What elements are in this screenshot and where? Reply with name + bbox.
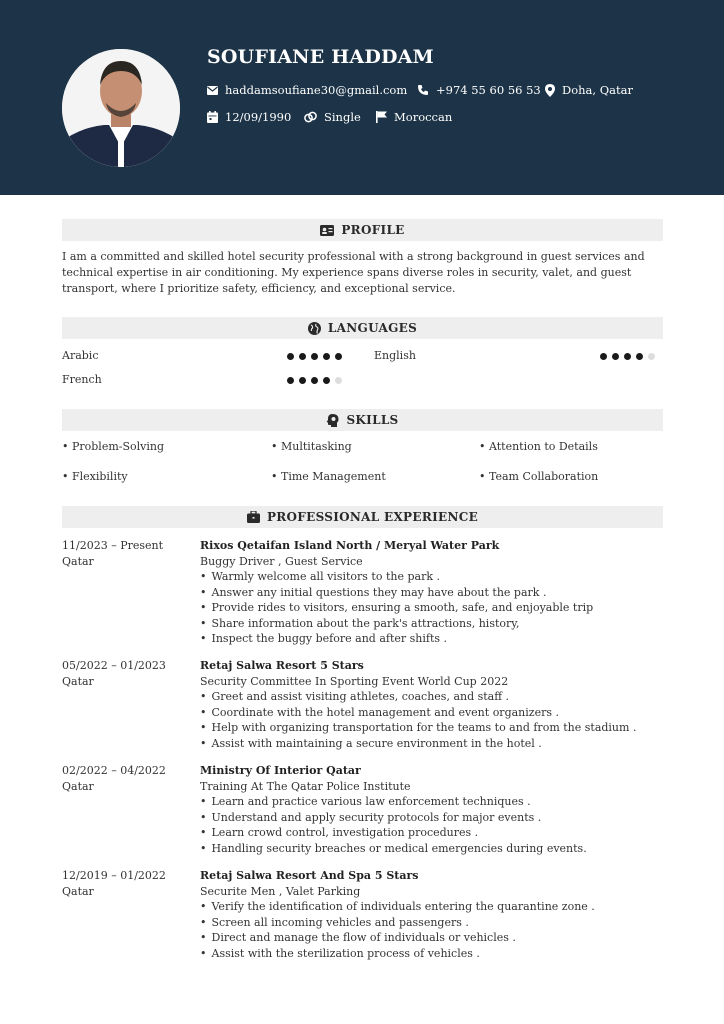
id-card-icon — [320, 225, 334, 236]
skill-item: • Attention to Details — [479, 440, 598, 453]
skills-title: SKILLS — [346, 413, 399, 427]
job-company: Retaj Salwa Resort 5 Stars — [200, 659, 364, 672]
job-duty: • Learn crowd control, investigation procedures . — [200, 825, 660, 841]
location-text: Doha, Qatar — [562, 83, 633, 97]
job-dates: 05/2022 – 01/2023 — [62, 659, 166, 672]
job-duties — [200, 794, 660, 856]
job-role: Training At The Qatar Police Institute — [200, 779, 411, 793]
job-meta — [62, 538, 163, 569]
email-info — [207, 83, 407, 97]
job-duty: • Assist with the sterilization process of vehicles . — [200, 946, 660, 962]
phone-info — [417, 83, 541, 97]
skill-item: • Team Collaboration — [479, 470, 599, 483]
skills-section-header — [62, 409, 663, 431]
level-dot — [624, 353, 631, 360]
languages-title: LANGUAGES — [327, 321, 418, 335]
job-entry — [200, 538, 660, 647]
job-role: Securite Men , Valet Parking — [200, 884, 361, 898]
job-entry — [200, 868, 660, 961]
job-dates: 11/2023 – Present — [62, 539, 164, 552]
level-dot — [636, 353, 643, 360]
nationality-text: Moroccan — [394, 110, 453, 124]
job-meta — [62, 868, 166, 899]
job-duty: • Provide rides to visitors, ensuring a smooth, safe, and enjoyable trip — [200, 600, 660, 616]
profile-photo — [62, 49, 180, 167]
level-dot — [648, 353, 655, 360]
map-pin-icon — [545, 84, 555, 97]
level-dot — [335, 377, 342, 384]
level-dot — [612, 353, 619, 360]
email-text[interactable]: haddamsoufiane30@gmail.com — [225, 83, 408, 97]
job-duty: • Help with organizing transportation for the teams to and from the stadium . — [200, 720, 660, 736]
job-duty: • Warmly welcome all visitors to the park . — [200, 569, 660, 585]
job-company: Retaj Salwa Resort And Spa 5 Stars — [200, 869, 419, 882]
languages-section-header — [62, 317, 663, 339]
skill-item: • Time Management — [271, 470, 386, 483]
marital-info — [304, 110, 361, 124]
level-dot — [600, 353, 607, 360]
job-duty: • Screen all incoming vehicles and passengers . — [200, 915, 660, 931]
location-info — [545, 83, 633, 97]
birthdate-info — [207, 110, 291, 124]
nationality-info — [376, 110, 452, 124]
globe-icon — [308, 322, 321, 335]
job-duties — [200, 569, 660, 647]
job-duty: • Direct and manage the flow of individuals or vehicles . — [200, 930, 660, 946]
job-meta — [62, 658, 166, 689]
job-duty: • Assist with maintaining a secure environment in the hotel . — [200, 736, 660, 752]
job-location: Qatar — [62, 884, 94, 898]
calendar-icon — [207, 111, 218, 123]
job-location: Qatar — [62, 554, 94, 568]
job-duties — [200, 689, 660, 751]
language-name: Arabic — [62, 349, 99, 362]
brain-head-icon — [326, 414, 339, 427]
skill-item: • Multitasking — [271, 440, 352, 453]
phone-icon — [417, 84, 429, 96]
level-dot — [335, 353, 342, 360]
job-location: Qatar — [62, 674, 94, 688]
candidate-name: SOUFIANE HADDAM — [207, 46, 434, 68]
flag-icon — [376, 111, 387, 123]
job-dates: 12/2019 – 01/2022 — [62, 869, 166, 882]
job-duty: • Learn and practice various law enforcement techniques . — [200, 794, 660, 810]
job-company: Ministry Of Interior Qatar — [200, 764, 361, 777]
profile-section-header — [62, 219, 663, 241]
avatar — [62, 49, 180, 167]
language-name: French — [62, 373, 102, 386]
job-duty: • Verify the identification of individuals entering the quarantine zone . — [200, 899, 660, 915]
level-dot — [323, 353, 330, 360]
job-duty: • Greet and assist visiting athletes, coaches, and staff . — [200, 689, 660, 705]
profile-title: PROFILE — [341, 223, 405, 237]
job-entry — [200, 658, 660, 751]
level-dot — [287, 377, 294, 384]
job-company: Rixos Qetaifan Island North / Meryal Water Park — [200, 539, 500, 552]
envelope-icon — [207, 86, 218, 95]
job-duty: • Coordinate with the hotel management and event organizers . — [200, 705, 660, 721]
briefcase-icon — [247, 511, 260, 523]
language-level-english — [600, 353, 660, 360]
level-dot — [287, 353, 294, 360]
level-dot — [323, 377, 330, 384]
level-dot — [311, 377, 318, 384]
experience-title: PROFESSIONAL EXPERIENCE — [266, 510, 479, 524]
language-level-arabic — [287, 353, 347, 360]
job-location: Qatar — [62, 779, 94, 793]
job-duty: • Handling security breaches or medical emergencies during events. — [200, 841, 660, 857]
job-role: Buggy Driver , Guest Service — [200, 554, 363, 568]
level-dot — [299, 377, 306, 384]
job-duty: • Answer any initial questions they may have about the park . — [200, 585, 660, 601]
job-duty: • Understand and apply security protocols for major events . — [200, 810, 660, 826]
job-dates: 02/2022 – 04/2022 — [62, 764, 166, 777]
profile-summary: I am a committed and skilled hotel security professional with a strong background in guest services and technical expertise in air conditioning. My experience spans diverse roles in security, valet, and guest transport, where I prioritize safety, efficiency, and exceptional service. — [62, 250, 645, 295]
level-dot — [299, 353, 306, 360]
job-duty: • Share information about the park's attractions, history, — [200, 616, 660, 632]
language-name: English — [374, 349, 416, 362]
job-role: Security Committee In Sporting Event World Cup 2022 — [200, 674, 509, 688]
level-dot — [311, 353, 318, 360]
job-duty: • Inspect the buggy before and after shifts . — [200, 631, 660, 647]
language-level-french — [287, 377, 347, 384]
experience-section-header — [62, 506, 663, 528]
rings-icon — [304, 111, 317, 123]
job-duties — [200, 899, 660, 961]
birthdate-text: 12/09/1990 — [225, 110, 292, 124]
skill-item: • Problem-Solving — [62, 440, 165, 453]
job-meta — [62, 763, 166, 794]
job-entry — [200, 763, 660, 856]
marital-text: Single — [324, 110, 361, 124]
phone-text[interactable]: +974 55 60 56 53 — [436, 83, 541, 97]
skill-item: • Flexibility — [62, 470, 128, 483]
